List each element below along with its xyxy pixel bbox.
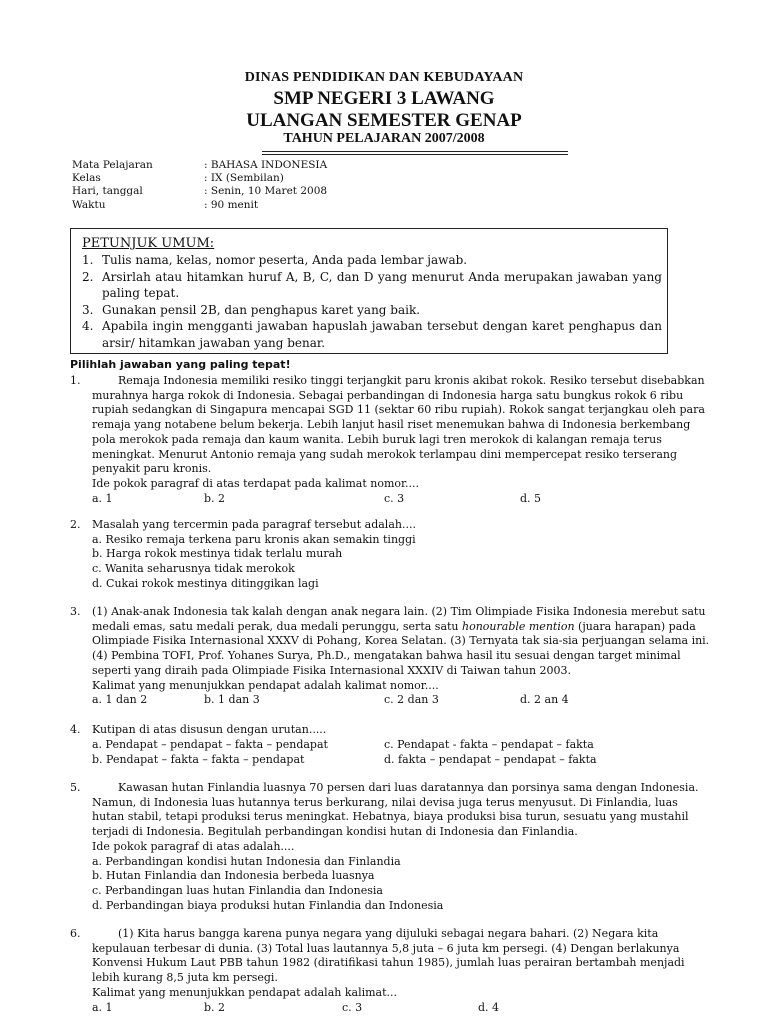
exam-info (72, 159, 327, 212)
option-d[interactable]: d. Perbandingan biaya produksi hutan Finlandia dan Indonesia (92, 898, 444, 912)
question-number: 4. (70, 723, 81, 736)
info-label: Mata Pelajaran (72, 159, 153, 171)
question-paragraph (92, 781, 710, 840)
option-c[interactable]: c. Pendapat - fakta – pendapat – fakta (384, 737, 594, 751)
question-text: Ide pokok paragraf di atas terdapat pada kalimat nomor.... (92, 476, 420, 490)
option-d[interactable]: d. fakta – pendapat – pendapat – fakta (384, 752, 597, 766)
header-divider (262, 151, 568, 152)
option-c[interactable]: c. 3 (342, 1000, 363, 1014)
option-d[interactable]: d. 2 an 4 (520, 693, 569, 707)
option-a[interactable]: a. 1 (92, 491, 113, 505)
option-a[interactable]: a. 1 (92, 1000, 113, 1014)
answer-options (92, 693, 710, 708)
paragraph-text: (1) Kita harus bangga karena punya negara yang dijuluki sebagai negara bahari. (2) Negara kita kepulauan terbesar di dunia. (3) Total luas lautannya 5,8 juta – 6 juta km persegi. (4) Dengan berlakunya Konvensi Hukum Laut PBB tahun 1982 (diratifikasi tahun 1985), jumlah luas perairan bertambah menjadi lebih kurang 8,5 juta km persegi. (92, 927, 685, 985)
option-b[interactable]: b. 1 dan 3 (204, 693, 260, 707)
instruction-item (82, 318, 662, 351)
question-paragraph (92, 374, 710, 477)
question-text: Kalimat yang menunjukkan pendapat adalah kalimat... (92, 985, 397, 999)
option-b[interactable]: b. 2 (204, 1000, 226, 1014)
instruction-number: 3. (82, 302, 94, 317)
option-a[interactable]: a. Pendapat – pendapat – fakta – pendapat (92, 737, 328, 751)
info-label: Kelas (72, 172, 101, 185)
info-value: : Senin, 10 Maret 2008 (204, 185, 328, 198)
option-a[interactable]: a. Perbandingan kondisi hutan Indonesia dan Finlandia (92, 854, 401, 868)
question-text: Kalimat yang menunjukkan pendapat adalah kalimat nomor.... (92, 678, 439, 692)
answer-options-row (92, 753, 710, 768)
option-b[interactable]: b. Pendapat – fakta – fakta – pendapat (92, 752, 305, 766)
header-school: SMP NEGERI 3 LAWANG (273, 88, 495, 109)
paragraph-text: Kawasan hutan Finlandia luasnya 70 persen dari luas daratannya dan porsinya sama dengan Indonesia. Namun, di Indonesia luas hutannya terus berkurang, nilai devisa juga terus menyusut. Di Finlandia, luas hutan stabil, tetapi produksi terus meningkat. Hebatnya, biaya produksi bisa turun, sesuatu yang mustahil terjadi di Indonesia. Begitulah perbandingan kondisi hutan di Indonesia dan Finlandia. (92, 781, 699, 839)
info-row-time (72, 199, 327, 212)
option-d[interactable]: d. Cukai rokok mestinya ditinggikan lagi (92, 576, 319, 590)
info-value: : BAHASA INDONESIA (204, 159, 328, 171)
info-label: Waktu (72, 198, 106, 211)
option-c[interactable]: c. Perbandingan luas hutan Finlandia dan Indonesia (92, 883, 383, 897)
answer-options (92, 1001, 710, 1016)
instruction-text: Arsirlah atau hitamkan huruf A, B, C, dan D yang menurut Anda merupakan jawaban yang paling tepat. (102, 269, 662, 301)
option-c[interactable]: c. 3 (384, 491, 405, 505)
answer-options (92, 492, 710, 507)
question-number: 6. (70, 927, 81, 940)
instruction-item (82, 269, 662, 302)
section-instruction: Pilihlah jawaban yang paling tepat! (70, 358, 291, 371)
header-agency: DINAS PENDIDIKAN DAN KEBUDAYAAN (244, 70, 524, 85)
option-b[interactable]: b. Hutan Finlandia dan Indonesia berbeda luasnya (92, 869, 375, 883)
header-exam: ULANGAN SEMESTER GENAP (246, 110, 522, 131)
question-paragraph (92, 927, 710, 986)
paragraph-text: (juara harapan) pada Olimpiade Fisika Internasional XXXV di Pohang, Korea Selatan. (3) Ternyata tak sia-sia perjuangan selama ini. (4) Pembina TOFI, Prof. Yohanes Surya, Ph.D., mengatakan bahwa hasil itu sesuai dengan target minimal seperti yang diraih pada Olimpiade Fisika Internasional XXXIV di Taiwan tahun 2003. (92, 619, 710, 677)
question-number: 3. (70, 605, 81, 618)
question-number: 5. (70, 781, 81, 794)
instructions-title: PETUNJUK UMUM: (82, 236, 215, 251)
instruction-number: 1. (82, 253, 94, 267)
paragraph-text: Remaja Indonesia memiliki resiko tinggi terjangkit paru kronis akibat rokok. Resiko tersebut disebabkan murahnya harga rokok di Indonesia. Sebagai perbandingan di Indonesia harga satu bungkus rokok 6 ribu rupiah sedangkan di Singapura mencapai SGD 11 (sektar 60 ribu rupiah). Rokok sangat terjangkau oleh para remaja yang notabene belum bekerja. Lebih lanjut hasil riset menemukan bahwa di Indonesia berkembang pola merokok pada remaja dan kaum wanita. Lebih buruk lagi tren merokok di kalangan remaja terus meningkat. Menurut Antonio remaja yang sudah merokok terlampau dini mempercepat resiko terserang penyakit paru kronis. (92, 374, 705, 476)
info-row-class (72, 172, 327, 185)
question-text: Masalah yang tercermin pada paragraf tersebut adalah.... (92, 518, 416, 531)
option-a[interactable]: a. Resiko remaja terkena paru kronis akan semakin tinggi (92, 532, 416, 546)
option-a[interactable]: a. 1 dan 2 (92, 693, 148, 707)
option-b[interactable]: b. Harga rokok mestinya tidak terlalu murah (92, 547, 343, 561)
instruction-item (82, 252, 662, 269)
instruction-text: Tulis nama, kelas, nomor peserta, Anda pada lembar jawab. (102, 253, 468, 267)
option-c[interactable]: c. Wanita seharusnya tidak merokok (92, 562, 295, 576)
info-row-date (72, 185, 327, 198)
question-text: Ide pokok paragraf di atas adalah.... (92, 839, 295, 853)
instructions-list (82, 252, 662, 352)
option-d[interactable]: d. 5 (520, 491, 542, 505)
question-number: 1. (70, 374, 81, 387)
instruction-text: Gunakan pensil 2B, dan penghapus karet yang baik. (102, 302, 421, 317)
paragraph-italic: honourable mention (462, 619, 575, 633)
info-value: : 90 menit (204, 198, 259, 211)
instruction-number: 4. (82, 319, 94, 334)
question-text: Kutipan di atas disusun dengan urutan..... (92, 723, 327, 736)
instruction-item (82, 302, 662, 319)
question-paragraph (92, 605, 710, 679)
header-divider (262, 154, 568, 155)
instruction-text: Apabila ingin mengganti jawaban hapuslah jawaban tersebut dengan karet penghapus dan arsir/ hitamkan jawaban yang benar. (102, 319, 662, 350)
option-b[interactable]: b. 2 (204, 491, 226, 505)
option-c[interactable]: c. 2 dan 3 (384, 693, 439, 707)
question-number: 2. (70, 518, 81, 531)
info-row-subject (72, 159, 327, 172)
instruction-number: 2. (82, 269, 94, 284)
header-year: TAHUN PELAJARAN 2007/2008 (283, 131, 485, 146)
answer-options-row (92, 738, 710, 753)
option-d[interactable]: d. 4 (478, 1000, 500, 1014)
paragraph-text: (1) Anak-anak Indonesia tak kalah dengan anak negara lain. (2) Tim Olimpiade Fisika Indonesia merebut satu medali emas, satu medali perak, dua medali perunggu, serta satu (92, 605, 706, 633)
info-label: Hari, tanggal (72, 185, 143, 198)
info-value: : IX (Sembilan) (204, 172, 284, 185)
